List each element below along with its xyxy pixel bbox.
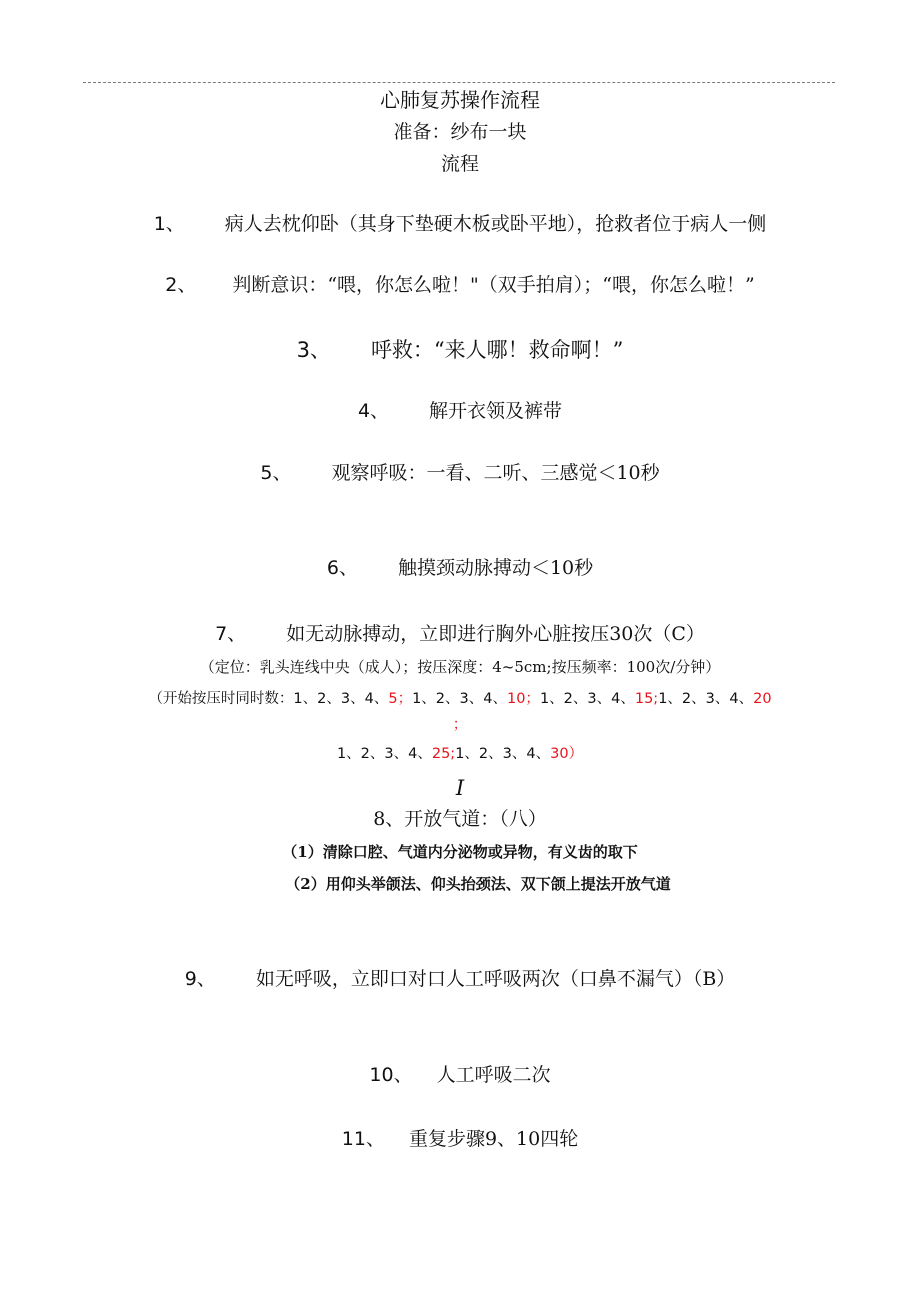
count-mark-10: 10； [506,691,540,707]
step-5-number: 5、 [260,462,292,484]
step-9-number: 9、 [184,968,216,990]
count-seq: 1、2、3、4、 [455,746,551,762]
count-prefix: （开始按压时同时数：1、2、3、4、 [148,691,389,707]
step-11 [0,1130,920,1149]
step-1 [0,215,920,234]
count-mark-30: 30） [550,746,584,762]
step-11-number: 11、 [341,1128,385,1150]
step-10 [0,1066,920,1085]
step-3 [0,340,920,361]
step-7-text: 如无动脉搏动，立即进行胸外心脏按压30次（C） [286,623,705,645]
step-7-number: 7、 [215,623,247,645]
step-6-text: 触摸颈动脉搏动＜10秒 [397,557,594,579]
step-2-text: 判断意识：“喂，你怎么啦！"（双手拍肩）；“喂，你怎么啦！” [232,274,755,296]
step-1-text: 病人去枕仰卧（其身下垫硬木板或卧平地），抢救者位于病人一侧 [224,213,767,235]
step-4-text: 解开衣领及裤带 [429,400,563,422]
step-5-text: 观察呼吸：一看、二听、三感觉＜10秒 [331,462,660,484]
count-seq: 1、2、3、4、 [658,691,754,707]
step-4-number: 4、 [357,400,390,422]
step-7-count-line-1 [0,692,920,707]
count-seq: 1、2、3、4、 [336,746,432,762]
step-10-text: 人工呼吸二次 [436,1064,551,1086]
step-2 [0,276,920,295]
step-6 [0,559,920,578]
step-9-text: 如无呼吸，立即口对口人工呼吸两次（口鼻不漏气）（B） [255,968,736,990]
step-9 [0,970,920,989]
step-11-text: 重复步骤9、10四轮 [408,1128,579,1150]
count-semicolon: ； [452,717,468,733]
count-seq: 1、2、3、4、 [539,691,635,707]
text-cursor-glyph: I [455,776,465,800]
count-mark-25: 25; [431,746,456,762]
flow-heading: 流程 [440,153,479,175]
count-seq: 1、2、3、4、 [412,691,507,707]
step-10-number: 10、 [369,1064,413,1086]
step-8-sub-2: （2）用仰头举颌法、仰头抬颈法、双下颌上提法开放气道 [285,875,671,893]
step-7 [0,625,920,644]
count-mark-15: 15; [634,691,659,707]
step-3-number: 3、 [296,338,331,362]
step-7-count-line-2 [0,747,920,762]
step-6-number: 6、 [326,557,358,579]
prep-line: 准备：纱布一块 [393,121,527,143]
header-rule [83,82,835,83]
step-3-text: 呼救：“来人哪！救命啊！” [370,338,624,362]
step-8-heading: 8、开放气道：（八） [373,808,547,830]
step-7-detail: （定位：乳头连线中央（成人）；按压深度：4~5cm;按压频率：100次/分钟） [199,658,721,676]
step-5 [0,464,920,483]
step-1-number: 1、 [153,213,185,235]
step-4 [0,402,920,421]
step-8-sub-1: （1）清除口腔、气道内分泌物或异物，有义齿的取下 [282,843,638,861]
count-mark-5: 5； [388,691,413,707]
count-mark-20: 20 [753,691,772,707]
step-2-number: 2、 [165,274,197,296]
doc-title: 心肺复苏操作流程 [380,88,540,112]
